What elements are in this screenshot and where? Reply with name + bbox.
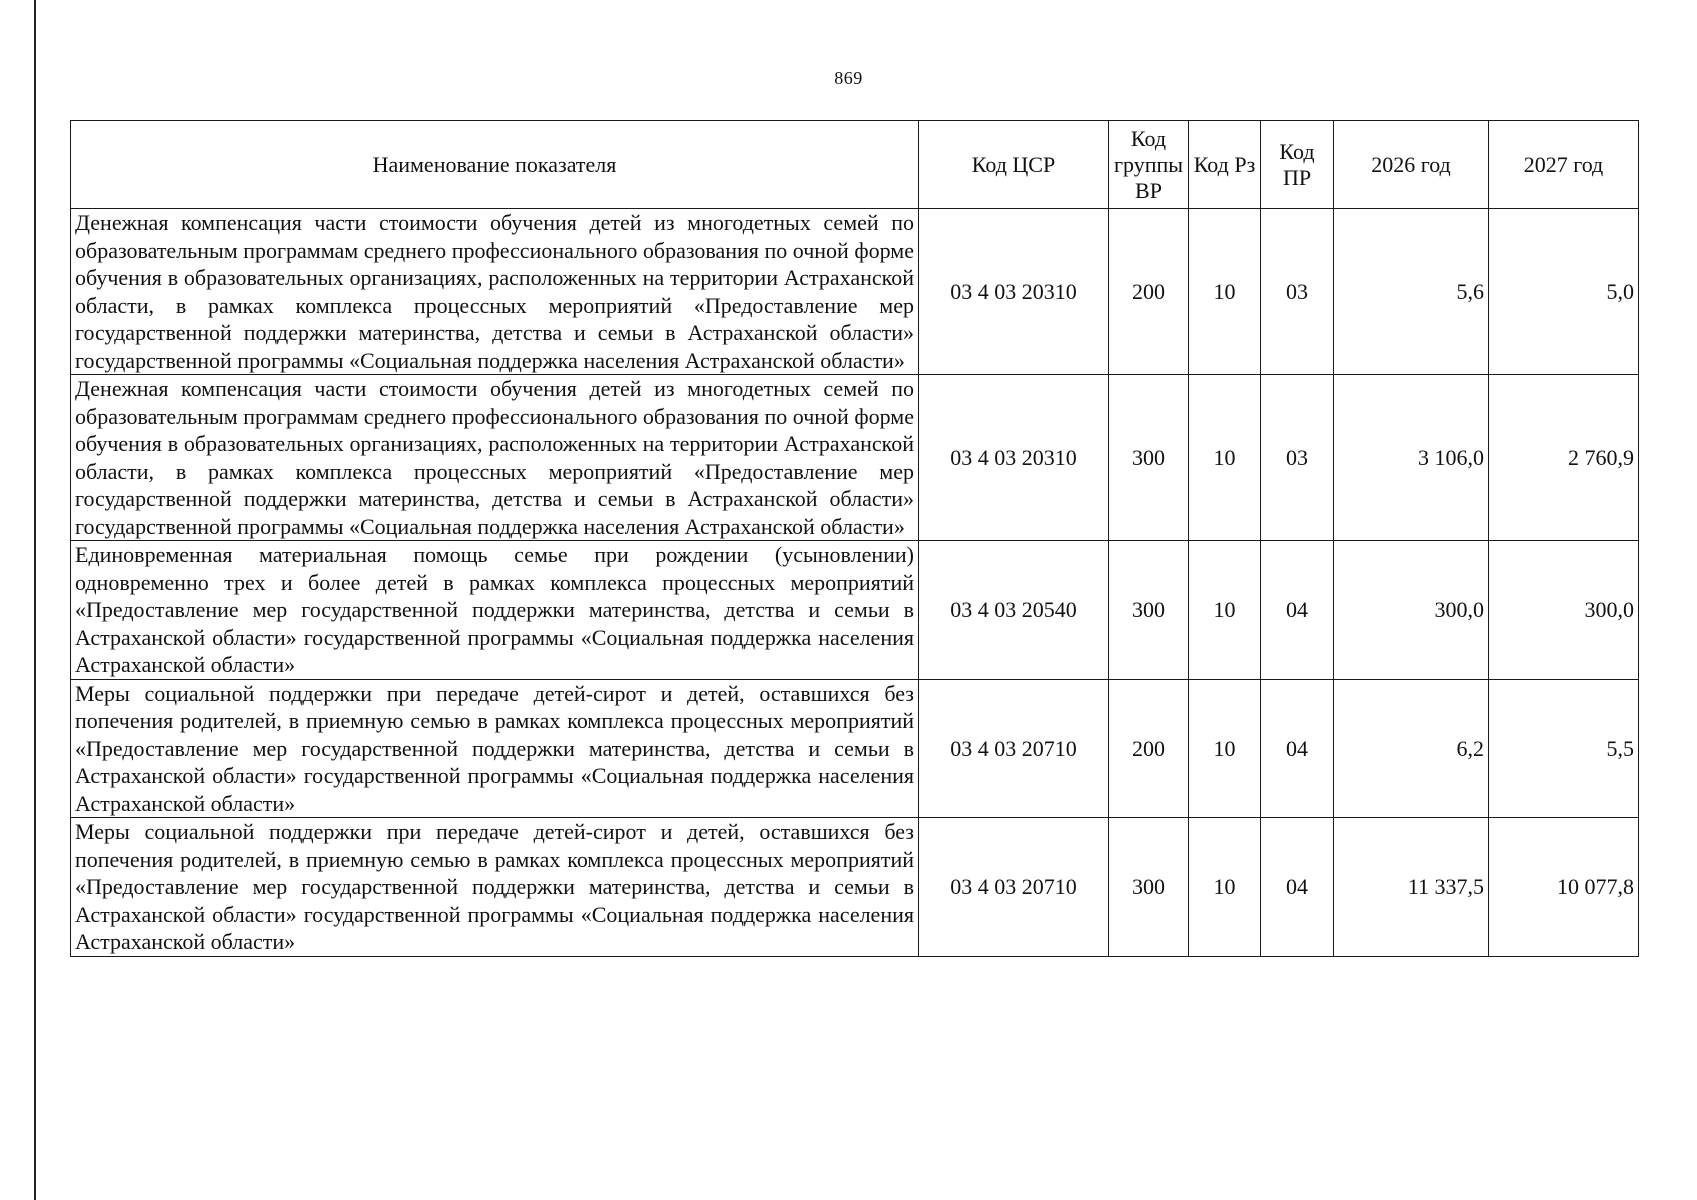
- cell-name: Денежная компенсация части стоимости обучения детей из многодетных семей по образовательным программам среднего профессионального образования по очной форме обучения в образовательных организациях, расположенных на территории Астраханской области, в рамках комплекса процессных мероприятий «Предоставление мер государственной поддержки материнства, детства и семьи в Астраханской области» государственной программы «Социальная поддержка населения Астраханской области»: [71, 375, 919, 541]
- cell-2027: 10 077,8: [1489, 818, 1639, 957]
- cell-rz: 10: [1189, 375, 1261, 541]
- table-row: [71, 818, 1639, 957]
- cell-rz: 10: [1189, 209, 1261, 375]
- cell-csr: 03 4 03 20310: [919, 209, 1109, 375]
- header-pr: Код ПР: [1261, 121, 1334, 209]
- cell-pr: 04: [1261, 541, 1334, 680]
- cell-2026: 5,6: [1334, 209, 1489, 375]
- cell-pr: 04: [1261, 679, 1334, 818]
- header-rz: Код Рз: [1189, 121, 1261, 209]
- header-name: Наименование показателя: [71, 121, 919, 209]
- cell-2026: 300,0: [1334, 541, 1489, 680]
- cell-csr: 03 4 03 20540: [919, 541, 1109, 680]
- cell-csr: 03 4 03 20310: [919, 375, 1109, 541]
- cell-2026: 3 106,0: [1334, 375, 1489, 541]
- table-row: [71, 679, 1639, 818]
- cell-vr: 300: [1109, 541, 1189, 680]
- cell-name: Единовременная материальная помощь семье при рождении (усыновлении) одновременно трех и более детей в рамках комплекса процессных мероприятий «Предоставление мер государственной поддержки материнства, детства и семьи в Астраханской области» государственной программы «Социальная поддержка населения Астраханской области»: [71, 541, 919, 680]
- header-2027: 2027 год: [1489, 121, 1639, 209]
- table-row: [71, 375, 1639, 541]
- cell-pr: 03: [1261, 209, 1334, 375]
- cell-csr: 03 4 03 20710: [919, 679, 1109, 818]
- cell-rz: 10: [1189, 679, 1261, 818]
- cell-vr: 200: [1109, 209, 1189, 375]
- cell-2027: 2 760,9: [1489, 375, 1639, 541]
- cell-vr: 300: [1109, 818, 1189, 957]
- cell-name: Денежная компенсация части стоимости обучения детей из многодетных семей по образовательным программам среднего профессионального образования по очной форме обучения в образовательных организациях, расположенных на территории Астраханской области, в рамках комплекса процессных мероприятий «Предоставление мер государственной поддержки материнства, детства и семьи в Астраханской области» государственной программы «Социальная поддержка населения Астраханской области»: [71, 209, 919, 375]
- cell-2027: 5,0: [1489, 209, 1639, 375]
- cell-rz: 10: [1189, 818, 1261, 957]
- cell-pr: 03: [1261, 375, 1334, 541]
- cell-name: Меры социальной поддержки при передаче детей-сирот и детей, оставшихся без попечения родителей, в приемную семью в рамках комплекса процессных мероприятий «Предоставление мер государственной поддержки материнства, детства и семьи в Астраханской области» государственной программы «Социальная поддержка населения Астраханской области»: [71, 679, 919, 818]
- header-2026: 2026 год: [1334, 121, 1489, 209]
- table-row: [71, 209, 1639, 375]
- left-margin-line: [34, 0, 36, 1200]
- cell-pr: 04: [1261, 818, 1334, 957]
- header-row: [71, 121, 1639, 209]
- cell-vr: 200: [1109, 679, 1189, 818]
- header-vr: Код группы ВР: [1109, 121, 1189, 209]
- cell-2026: 6,2: [1334, 679, 1489, 818]
- cell-rz: 10: [1189, 541, 1261, 680]
- page-number: 869: [834, 68, 863, 88]
- cell-name: Меры социальной поддержки при передаче детей-сирот и детей, оставшихся без попечения родителей, в приемную семью в рамках комплекса процессных мероприятий «Предоставление мер государственной поддержки материнства, детства и семьи в Астраханской области» государственной программы «Социальная поддержка населения Астраханской области»: [71, 818, 919, 957]
- cell-2027: 5,5: [1489, 679, 1639, 818]
- header-csr: Код ЦСР: [919, 121, 1109, 209]
- cell-csr: 03 4 03 20710: [919, 818, 1109, 957]
- cell-2027: 300,0: [1489, 541, 1639, 680]
- cell-2026: 11 337,5: [1334, 818, 1489, 957]
- table-row: [71, 541, 1639, 680]
- budget-table: [70, 120, 1639, 957]
- cell-vr: 300: [1109, 375, 1189, 541]
